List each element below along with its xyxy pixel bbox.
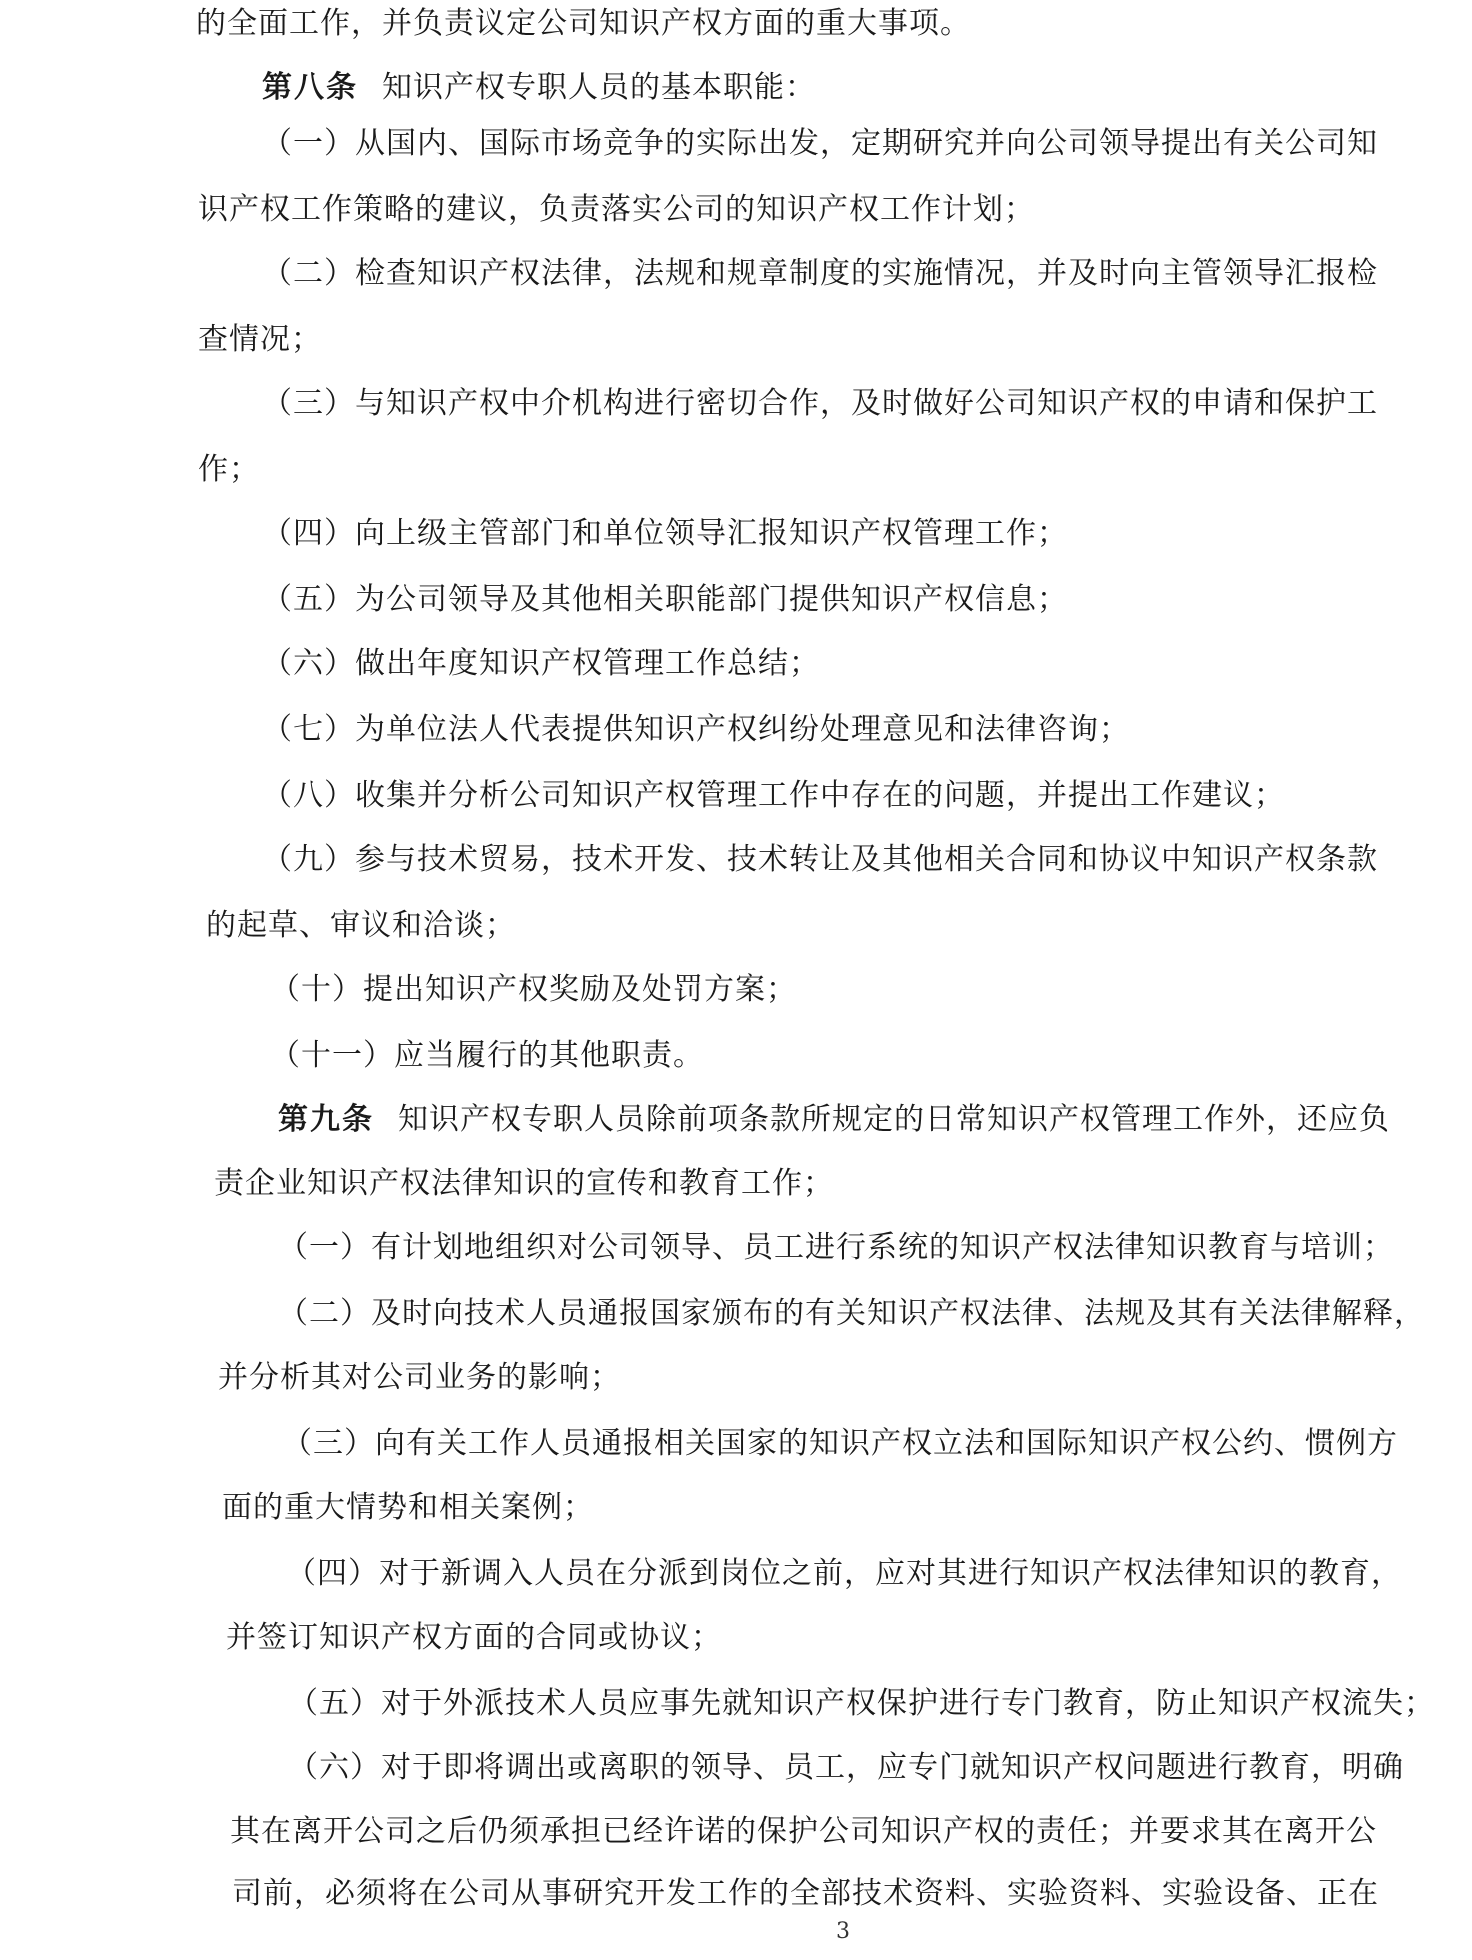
line-text: 责企业知识产权法律知识的宣传和教育工作；: [214, 1166, 834, 1201]
text-line: [230, 1812, 1377, 1852]
text-line: [198, 320, 322, 360]
text-line: [262, 840, 1378, 880]
text-line: [214, 1164, 834, 1204]
line-text: （六）做出年度知识产权管理工作总结；: [262, 646, 820, 681]
line-text: （三）与知识产权中介机构进行密切合作，及时做好公司知识产权的申请和保护工: [262, 386, 1378, 421]
text-line: [198, 450, 260, 490]
text-line: [270, 1036, 704, 1076]
text-line: [232, 1874, 1379, 1914]
page-number: 3: [836, 1919, 850, 1944]
text-line: [262, 710, 1130, 750]
line-text: 的全面工作，并负责议定公司知识产权方面的重大事项。: [196, 6, 971, 41]
text-line: [286, 1554, 1402, 1594]
line-text: （六）对于即将调出或离职的领导、员工，应专门就知识产权问题进行教育，明确: [288, 1750, 1404, 1785]
line-text: 面的重大情势和相关案例；: [222, 1490, 594, 1525]
line-text: 其在离开公司之后仍须承担已经许诺的保护公司知识产权的责任；并要求其在离开公: [230, 1814, 1377, 1849]
line-text: （二）检查知识产权法律，法规和规章制度的实施情况，并及时向主管领导汇报检: [262, 256, 1378, 291]
line-text: （一）有计划地组织对公司领导、员工进行系统的知识产权法律知识教育与培训；: [278, 1230, 1394, 1265]
text-line: [218, 1358, 621, 1398]
text-line: [262, 384, 1378, 424]
article-heading-line: [262, 68, 816, 108]
line-text: （一）从国内、国际市场竞争的实际出发，定期研究并向公司领导提出有关公司知: [262, 126, 1378, 161]
line-text: 的起草、审议和洽谈；: [206, 908, 516, 943]
text-line: [262, 124, 1378, 164]
text-line: [278, 1228, 1394, 1268]
line-text: 识产权工作策略的建议，负责落实公司的知识产权工作计划；: [198, 192, 1035, 227]
line-text: （八）收集并分析公司知识产权管理工作中存在的问题，并提出工作建议；: [262, 778, 1285, 813]
line-text: 并签订知识产权方面的合同或协议；: [226, 1620, 722, 1655]
article-number: 第八条: [262, 70, 358, 105]
line-text: （七）为单位法人代表提供知识产权纠纷处理意见和法律咨询；: [262, 712, 1130, 747]
line-text: （四）对于新调入人员在分派到岗位之前，应对其进行知识产权法律知识的教育，: [286, 1556, 1402, 1591]
line-text: （九）参与技术贸易，技术开发、技术转让及其他相关合同和协议中知识产权条款: [262, 842, 1378, 877]
article-heading-line: [278, 1100, 1390, 1140]
text-line: [196, 4, 971, 44]
line-text: 知识产权专职人员除前项条款所规定的日常知识产权管理工作外，还应负: [398, 1102, 1390, 1137]
line-text: 知识产权专职人员的基本职能：: [382, 70, 816, 105]
text-line: [262, 776, 1285, 816]
text-line: [288, 1748, 1404, 1788]
text-line: [262, 514, 1068, 554]
line-text: （五）对于外派技术人员应事先就知识产权保护进行专门教育，防止知识产权流失；: [288, 1686, 1435, 1721]
text-line: [278, 1294, 1425, 1334]
line-text: （二）及时向技术人员通报国家颁布的有关知识产权法律、法规及其有关法律解释，: [278, 1296, 1425, 1331]
line-text: 查情况；: [198, 322, 322, 357]
line-text: （十一）应当履行的其他职责。: [270, 1038, 704, 1073]
text-line: [262, 580, 1068, 620]
text-line: [198, 190, 1035, 230]
line-text: （五）为公司领导及其他相关职能部门提供知识产权信息；: [262, 582, 1068, 617]
text-line: [288, 1684, 1435, 1724]
line-text: 司前，必须将在公司从事研究开发工作的全部技术资料、实验资料、实验设备、正在: [232, 1876, 1379, 1911]
text-line: [262, 254, 1378, 294]
text-line: [206, 906, 516, 946]
line-text: 作；: [198, 452, 260, 487]
text-line: [222, 1488, 594, 1528]
line-text: （十）提出知识产权奖励及处罚方案；: [270, 972, 797, 1007]
text-line: [226, 1618, 722, 1658]
text-line: [262, 644, 820, 684]
article-number: 第九条: [278, 1102, 374, 1137]
text-line: [270, 970, 797, 1010]
text-line: [282, 1424, 1398, 1464]
line-text: 并分析其对公司业务的影响；: [218, 1360, 621, 1395]
line-text: （三）向有关工作人员通报相关国家的知识产权立法和国际知识产权公约、惯例方: [282, 1426, 1398, 1461]
line-text: （四）向上级主管部门和单位领导汇报知识产权管理工作；: [262, 516, 1068, 551]
